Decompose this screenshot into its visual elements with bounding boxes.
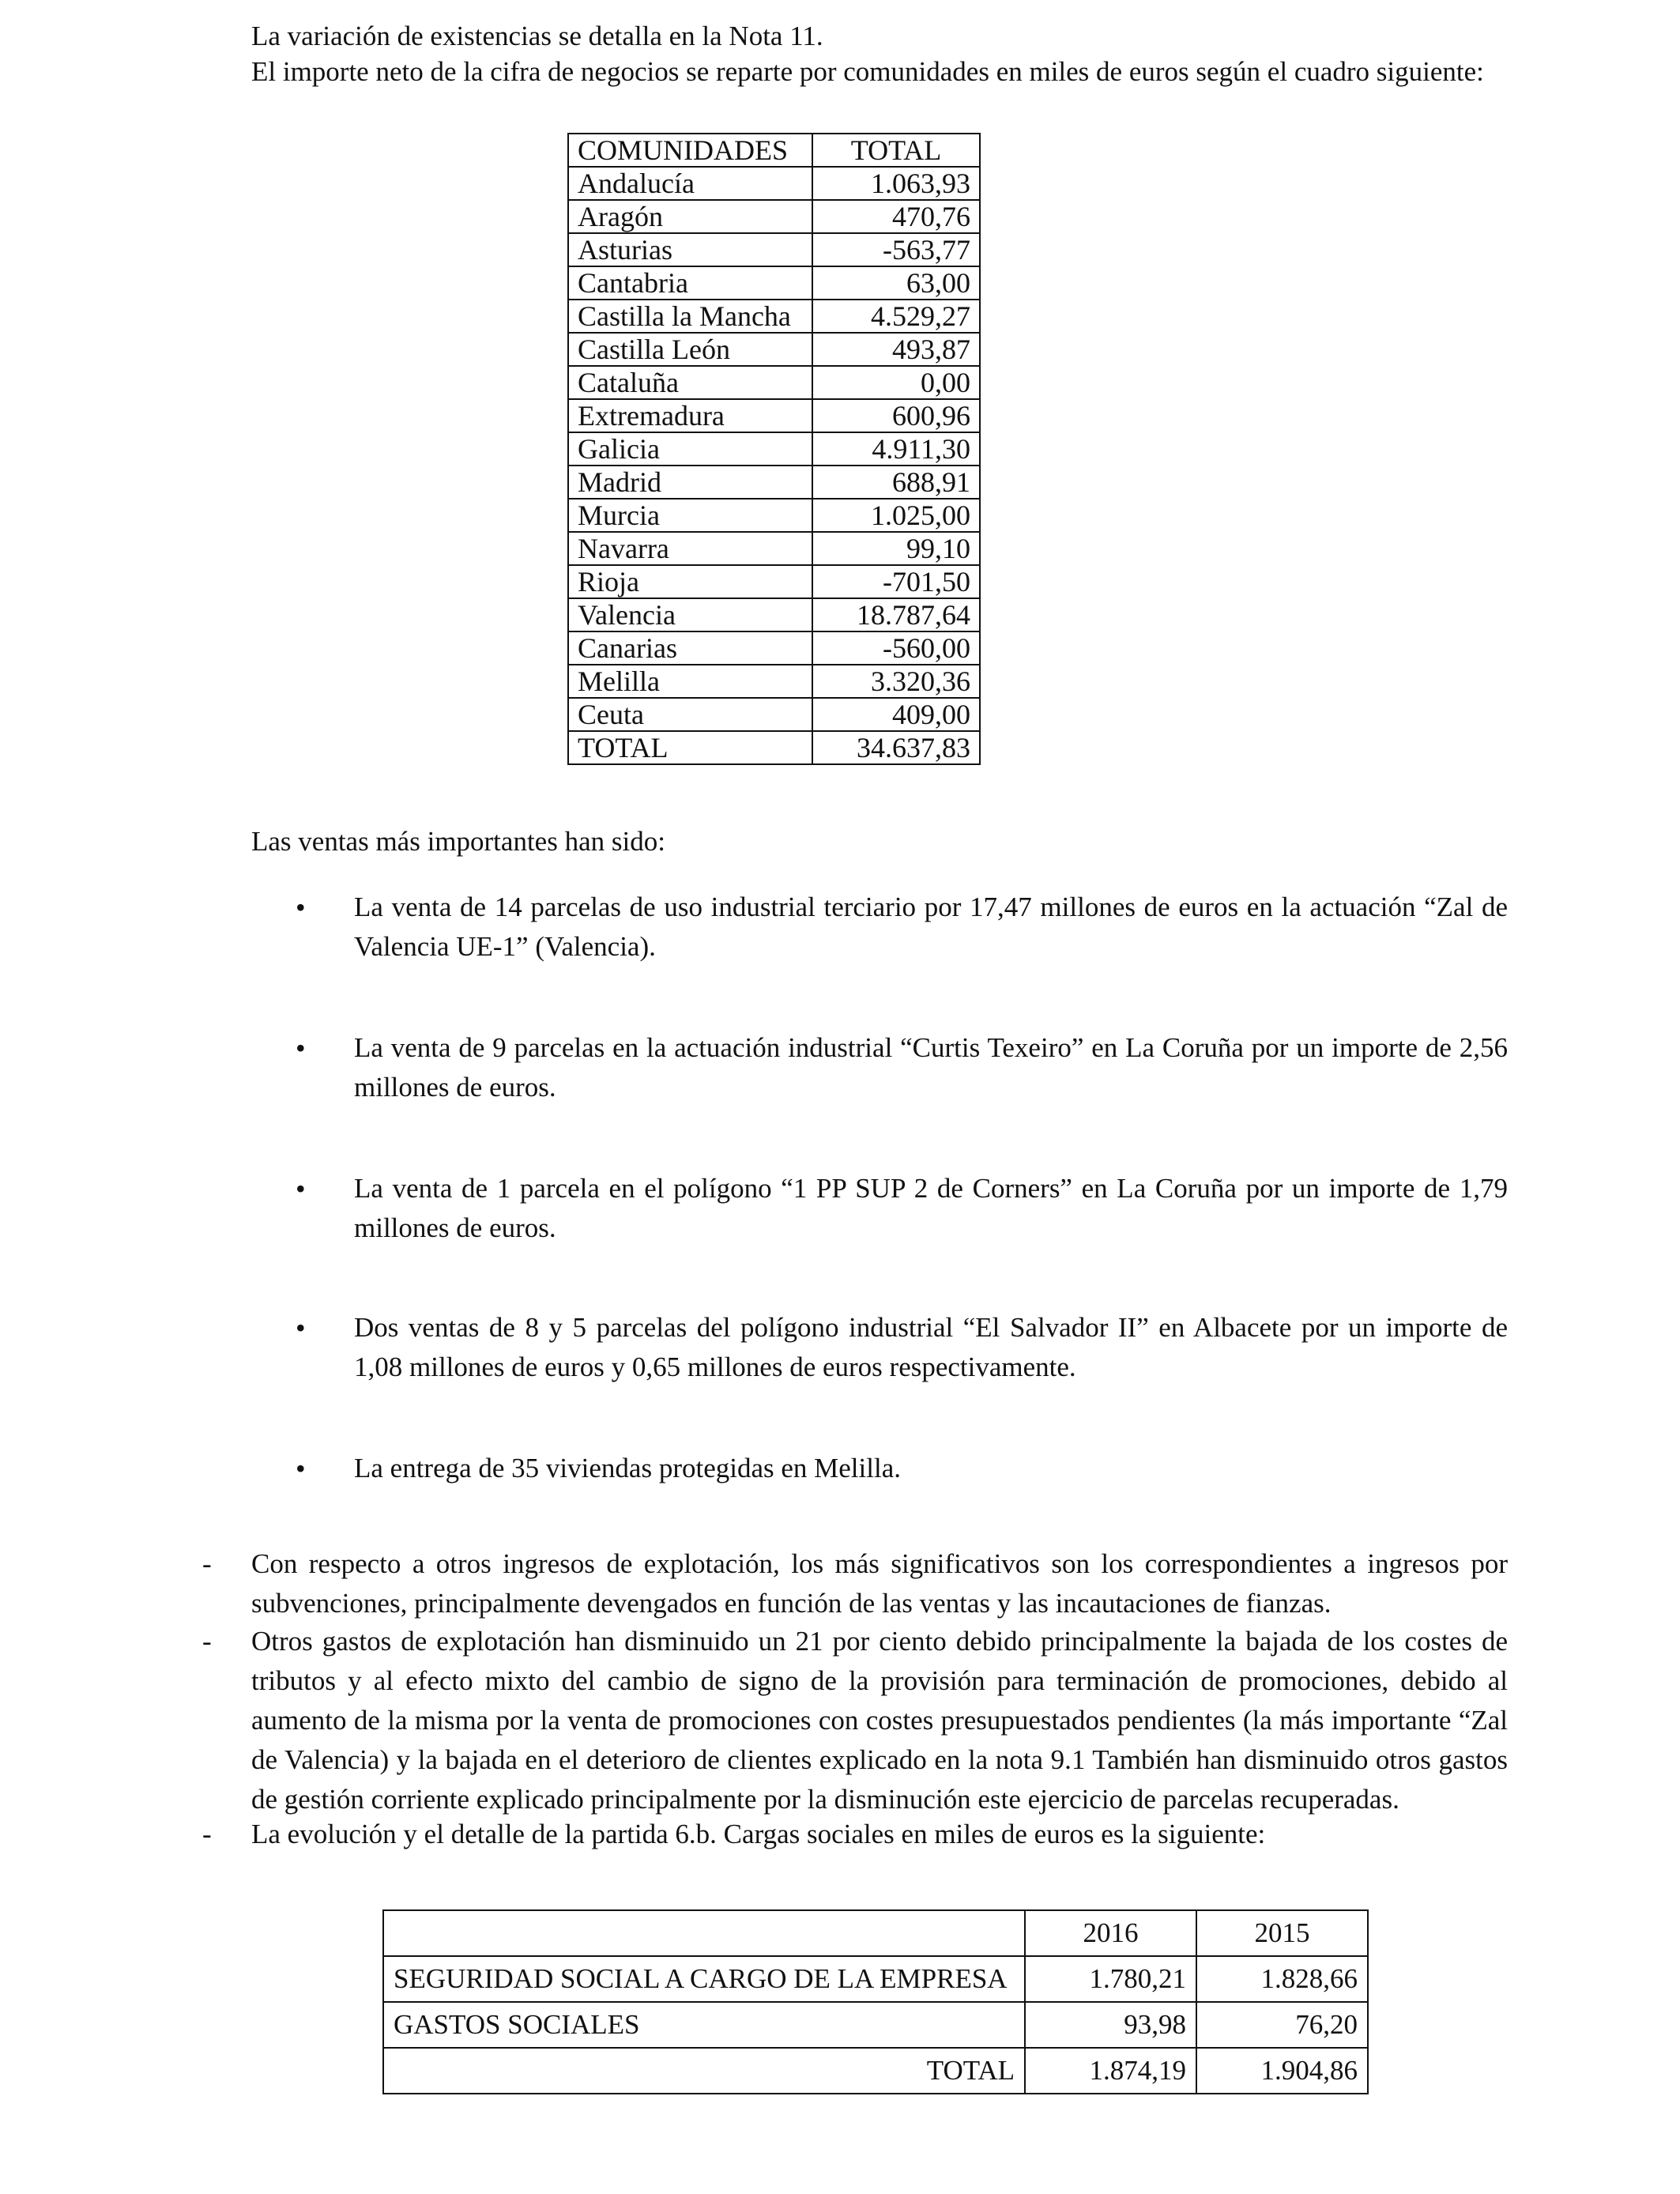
sales-item: La entrega de 35 viviendas protegidas en Melilla.: [354, 1453, 901, 1483]
table-row: [568, 631, 980, 665]
community-name: Castilla la Mancha: [568, 300, 812, 333]
communities-table: [567, 133, 981, 765]
table-row: [568, 499, 980, 532]
table-row: [568, 333, 980, 366]
table-row: [568, 565, 980, 598]
community-value: -701,50: [812, 565, 980, 598]
social-charge-2016: 1.780,21: [1025, 1956, 1196, 2002]
header-year-2015: 2015: [1196, 1910, 1368, 1956]
community-value: 0,00: [812, 366, 980, 399]
community-value: 18.787,64: [812, 598, 980, 631]
social-charges-table: [382, 1909, 1369, 2094]
table-row: [568, 399, 980, 432]
social-charge-2015: 1.828,66: [1196, 1956, 1368, 2002]
community-value: -560,00: [812, 631, 980, 665]
sales-heading: Las ventas más importantes han sido:: [251, 826, 665, 857]
community-name: Madrid: [568, 466, 812, 499]
social-charge-2016: 93,98: [1025, 2002, 1196, 2048]
community-name: Melilla: [568, 665, 812, 698]
community-value: 1.063,93: [812, 167, 980, 200]
community-name: Ceuta: [568, 698, 812, 731]
table-row: [568, 598, 980, 631]
community-name: Canarias: [568, 631, 812, 665]
community-value: 63,00: [812, 266, 980, 300]
community-name: Galicia: [568, 432, 812, 466]
intro-line-1: La variación de existencias se detalla en la Nota 11.: [251, 21, 823, 51]
header-year-2016: 2016: [1025, 1910, 1196, 1956]
community-name: Cantabria: [568, 266, 812, 300]
social-total-2015: 1.904,86: [1196, 2048, 1368, 2094]
community-value: 3.320,36: [812, 665, 980, 698]
bullet-icon: •: [296, 1173, 306, 1204]
social-charges-header-row: [383, 1910, 1368, 1956]
intro-line-2: El importe neto de la cifra de negocios se reparte por comunidades en miles de euros según el cuadro siguiente:: [251, 56, 1484, 87]
table-row: [568, 366, 980, 399]
table-row: [568, 665, 980, 698]
community-value: 99,10: [812, 532, 980, 565]
header-communities: COMUNIDADES: [568, 134, 812, 167]
sales-item: Dos ventas de 8 y 5 parcelas del polígono industrial “El Salvador II” en Albacete por un importe de 1,08 millones de euros y 0,65 millones de euros respectivamente.: [354, 1312, 1508, 1382]
bullet-icon: •: [296, 1453, 306, 1484]
community-name: Extremadura: [568, 399, 812, 432]
table-total-row: [568, 731, 980, 764]
table-row: [568, 233, 980, 266]
table-row: [568, 266, 980, 300]
sales-item: La venta de 9 parcelas en la actuación industrial “Curtis Texeiro” en La Coruña por un importe de 2,56 millones de euros.: [354, 1032, 1508, 1103]
table-row: [568, 532, 980, 565]
social-charge-label: SEGURIDAD SOCIAL A CARGO DE LA EMPRESA: [383, 1956, 1025, 2002]
social-charge-label: GASTOS SOCIALES: [383, 2002, 1025, 2048]
community-value: 470,76: [812, 200, 980, 233]
community-name: Murcia: [568, 499, 812, 532]
community-value: 4.529,27: [812, 300, 980, 333]
community-value: -563,77: [812, 233, 980, 266]
table-row: [383, 2002, 1368, 2048]
community-value: 1.025,00: [812, 499, 980, 532]
total-label: TOTAL: [568, 731, 812, 764]
table-row: [568, 300, 980, 333]
community-name: Valencia: [568, 598, 812, 631]
community-name: Asturias: [568, 233, 812, 266]
social-total-label: TOTAL: [383, 2048, 1025, 2094]
bullet-icon: •: [296, 1032, 306, 1064]
social-charge-2015: 76,20: [1196, 2002, 1368, 2048]
community-name: Cataluña: [568, 366, 812, 399]
community-value: 688,91: [812, 466, 980, 499]
header-empty-cell: [383, 1910, 1025, 1956]
bullet-icon: •: [296, 892, 306, 923]
community-value: 4.911,30: [812, 432, 980, 466]
community-name: Aragón: [568, 200, 812, 233]
dash-marker: -: [202, 1548, 212, 1579]
table-row: [568, 200, 980, 233]
dash-marker: -: [202, 1626, 212, 1657]
note-item: La evolución y el detalle de la partida 6.b. Cargas sociales en miles de euros es la siguiente:: [251, 1819, 1266, 1849]
sales-item: La venta de 14 parcelas de uso industrial terciario por 17,47 millones de euros en la actuación “Zal de Valencia UE-1” (Valencia).: [354, 892, 1508, 962]
community-name: Castilla León: [568, 333, 812, 366]
community-value: 493,87: [812, 333, 980, 366]
header-total: TOTAL: [812, 134, 980, 167]
community-name: Rioja: [568, 565, 812, 598]
community-value: 600,96: [812, 399, 980, 432]
community-name: Navarra: [568, 532, 812, 565]
table-row: [568, 698, 980, 731]
bullet-icon: •: [296, 1312, 306, 1344]
sales-item: La venta de 1 parcela en el polígono “1 PP SUP 2 de Corners” en La Coruña por un importe de 1,79 millones de euros.: [354, 1173, 1508, 1243]
table-row: [383, 1956, 1368, 2002]
total-value: 34.637,83: [812, 731, 980, 764]
communities-table-header: [568, 134, 980, 167]
table-row: [568, 432, 980, 466]
table-total-row: [383, 2048, 1368, 2094]
note-item: Otros gastos de explotación han disminuido un 21 por ciento debido principalmente la bajada de los costes de tributos y al efecto mixto del cambio de signo de la provisión para terminación de promociones, debido al aumento de la misma por la venta de promociones con costes presupuestados pendientes (la más importante “Zal de Valencia) y la bajada en el deterioro de clientes explicado en la nota 9.1 También han disminuido otros gastos de gestión corriente explicado principalmente por la disminución este ejercicio de parcelas recuperadas.: [251, 1626, 1508, 1815]
community-value: 409,00: [812, 698, 980, 731]
note-item: Con respecto a otros ingresos de explotación, los más significativos son los correspondientes a ingresos por subvenciones, principalmente devengados en función de las ventas y las incautaciones de fianzas.: [251, 1548, 1508, 1619]
table-row: [568, 466, 980, 499]
social-total-2016: 1.874,19: [1025, 2048, 1196, 2094]
table-row: [568, 167, 980, 200]
dash-marker: -: [202, 1819, 212, 1849]
community-name: Andalucía: [568, 167, 812, 200]
